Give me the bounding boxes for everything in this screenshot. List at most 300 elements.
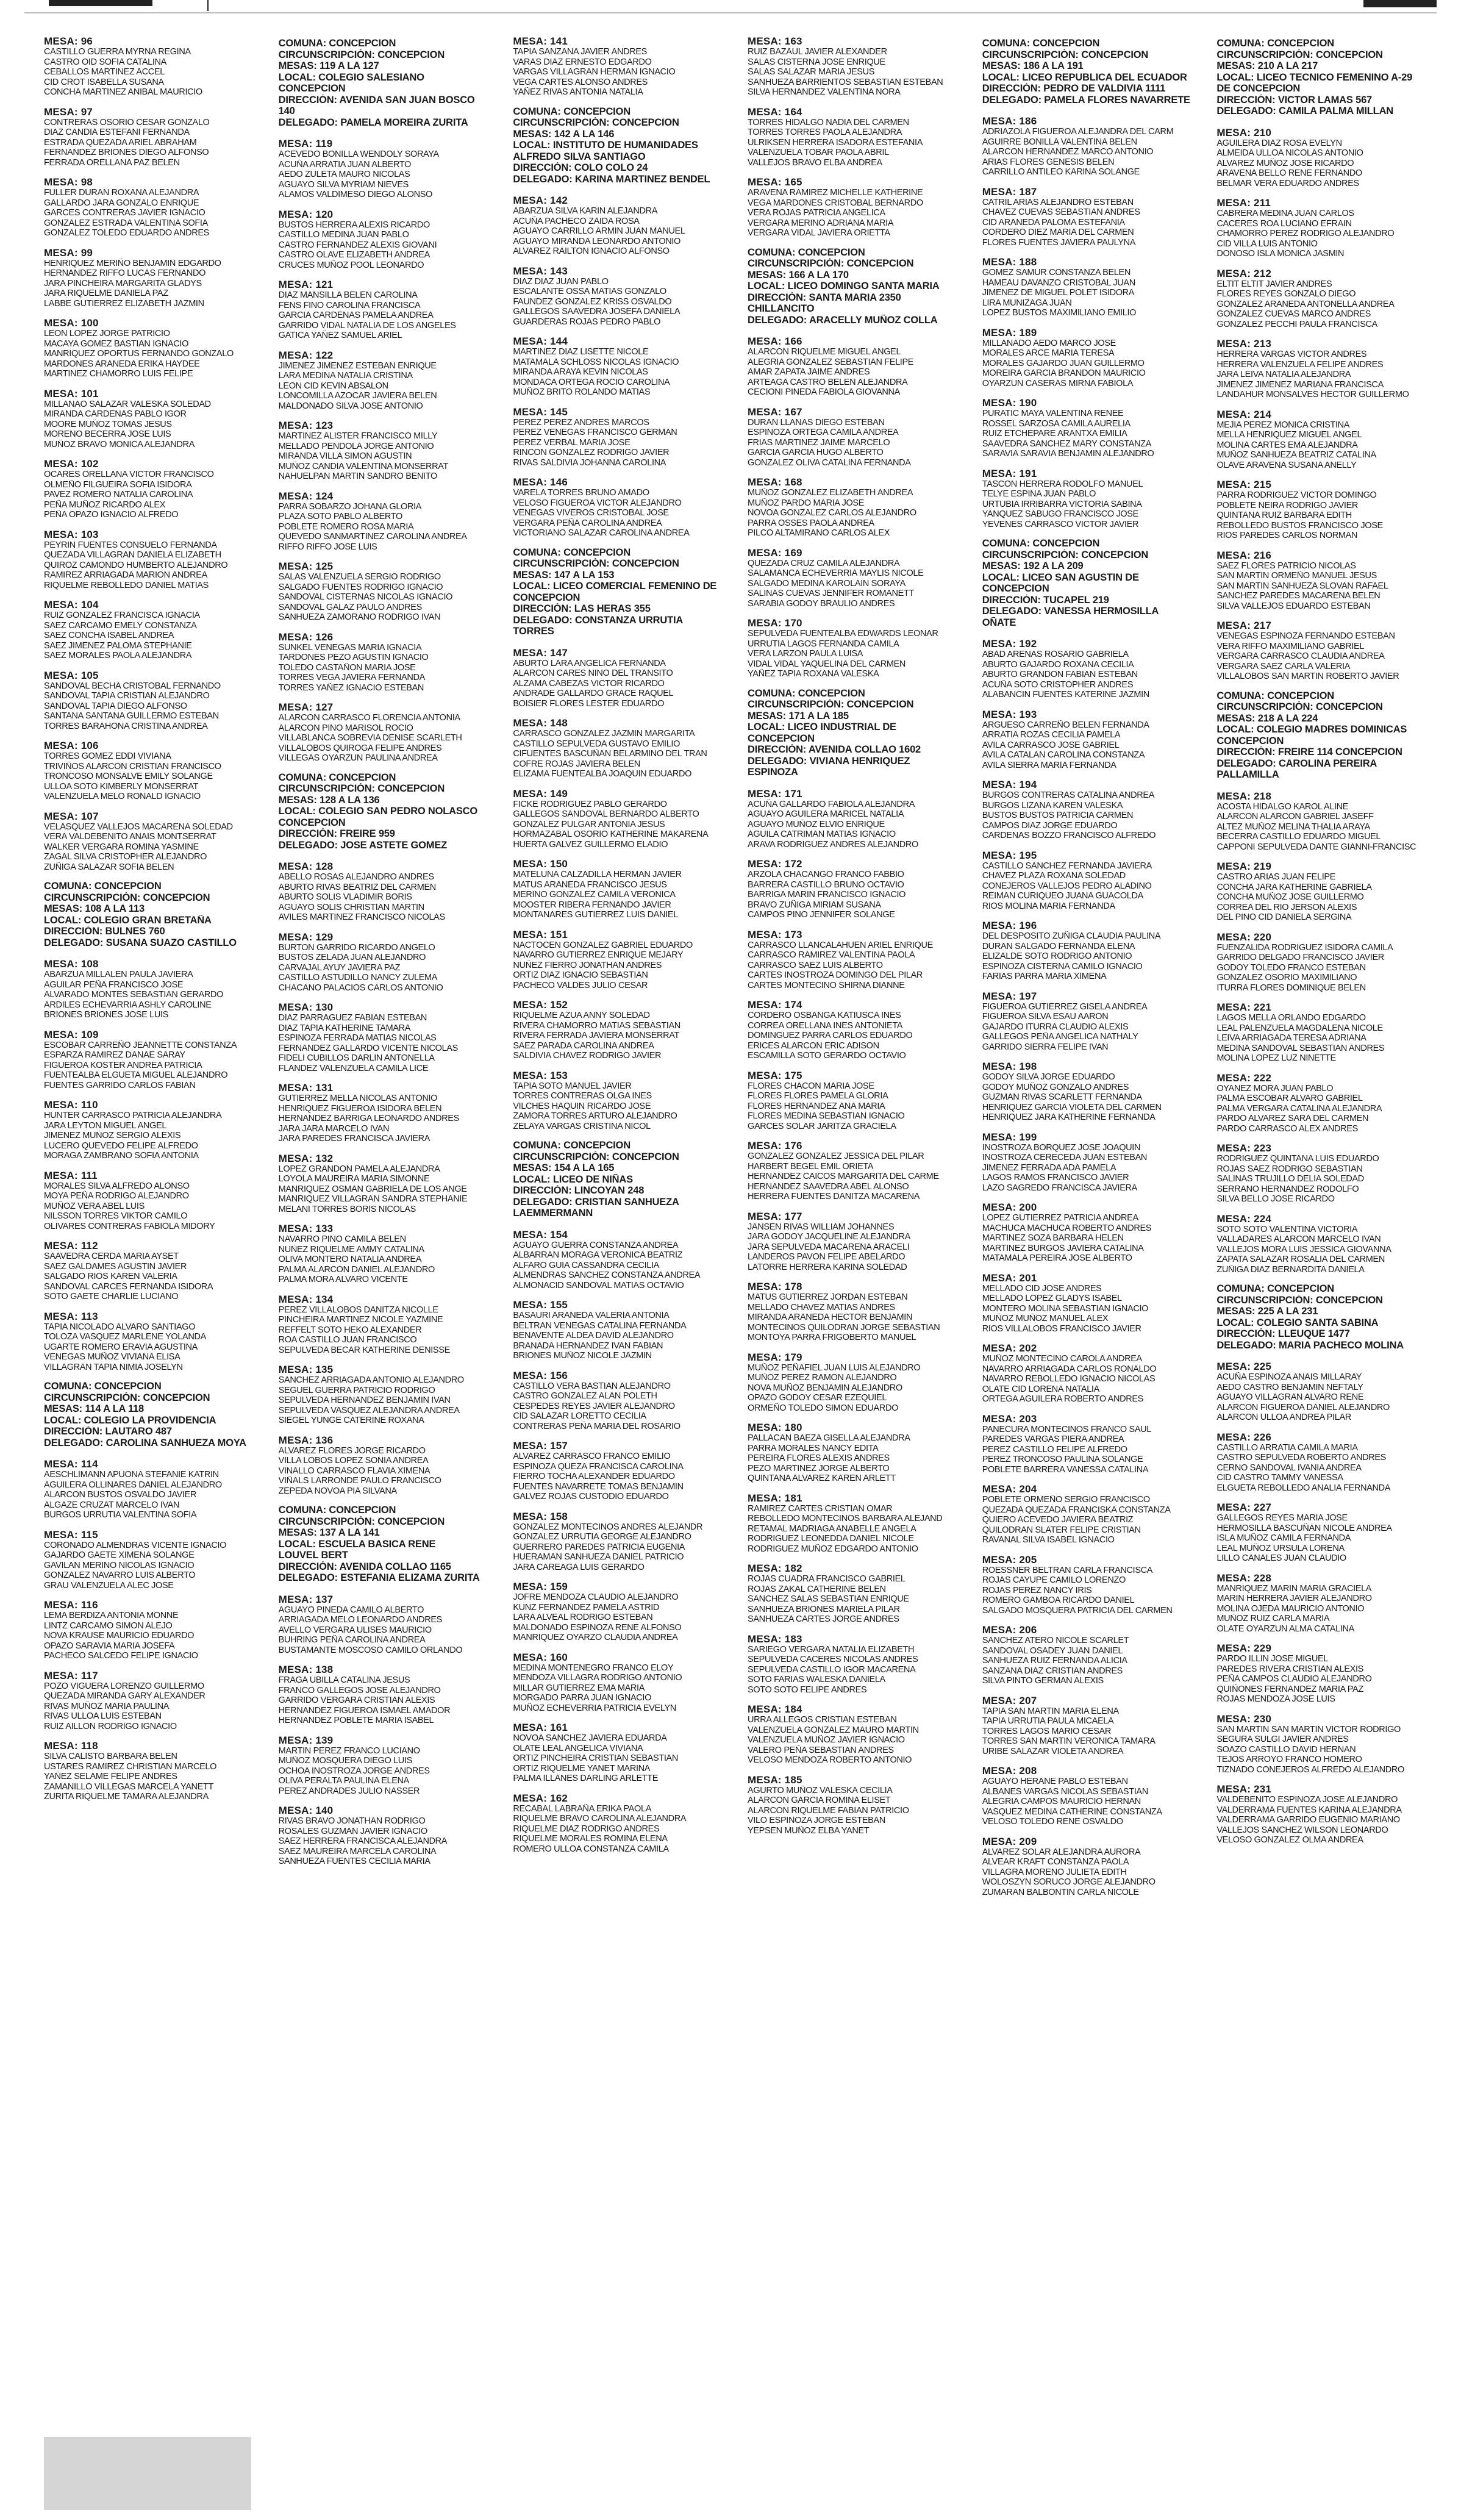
voter-name: CASTILLO GUERRA MYRNA REGINA xyxy=(44,47,191,57)
mesa-block xyxy=(513,1511,730,1573)
voter-name: RIVAS ULLOA LUIS ESTEBAN xyxy=(44,1711,162,1721)
voter-name: CAMPOS PINO JENNIFER SOLANGE xyxy=(748,910,895,920)
voter-name: PARRA MORALES NANCY EDITA xyxy=(748,1443,879,1453)
voter-name: VENEGAS MUÑOZ VIVIANA ELISA xyxy=(44,1352,180,1362)
mesa-title: MESA: 174 xyxy=(748,999,802,1011)
voter-name: TORRES YAÑEZ IGNACIO ESTEBAN xyxy=(278,682,424,693)
voter-name: NACTOCEN GONZALEZ GABRIEL EDUARDO xyxy=(513,940,693,950)
polling-location-header xyxy=(44,1381,262,1448)
mesa-block xyxy=(1216,338,1434,400)
voter-name: ORTIZ PINCHEIRA CRISTIAN SEBASTIAN xyxy=(513,1753,678,1763)
voter-name: SARABIA GODOY BRAULIO ANDRES xyxy=(748,598,895,609)
voter-name: RODRIGUEZ MUÑOZ EDGARDO ANTONIO xyxy=(748,1544,918,1554)
voter-name: ARZOLA CHACANGO FRANCO FABBIO xyxy=(748,870,904,879)
mesa-title: MESA: 217 xyxy=(1216,620,1272,631)
mesa-title: MESA: 214 xyxy=(1216,408,1272,420)
voter-name: HERNANDEZ POBLETE MARIA ISABEL xyxy=(278,1716,434,1725)
voter-name: SOTO SOTO FELIPE ANDRES xyxy=(748,1684,867,1695)
voter-name: JARA GODOY JACQUELINE ALEJANDRA xyxy=(748,1232,910,1242)
voter-name: SANDOVAL CISTERNAS NICOLAS IGNACIO xyxy=(278,592,453,602)
voter-name: CASTRO ARIAS JUAN FELIPE xyxy=(1216,872,1336,882)
voter-name: HORMAZABAL OSORIO KATHERINE MAKARENA xyxy=(513,829,709,839)
location-detail-line: ALFREDO SILVA SANTIAGO xyxy=(513,151,646,162)
location-detail-line: DELEGADO: ARACELLY MUÑOZ COLLA xyxy=(748,314,938,326)
mesa-block xyxy=(748,1422,965,1484)
voter-name: HERNANDEZ CAICOS MARGARITA DEL CARME xyxy=(748,1172,939,1181)
voter-name: HENRIQUEZ MERIÑO BENJAMIN EDGARDO xyxy=(44,258,221,268)
voter-name: GONZALEZ PECCHI PAULA FRANCISCA xyxy=(1216,319,1377,329)
voter-name: JANSEN RIVAS WILLIAM JOHANNES xyxy=(748,1222,895,1232)
voter-name: VALENZUELA TOBAR PAOLA ABRIL xyxy=(748,148,889,157)
voter-name: FIGUEROA KOSTER ANDREA PATRICIA xyxy=(44,1060,202,1070)
location-detail-line: DIRECCIÓN: COLO COLO 24 xyxy=(513,162,648,173)
voter-name: ABAD ARENAS ROSARIO GABRIELA xyxy=(982,650,1129,659)
polling-location-header xyxy=(279,772,496,851)
mesa-title: MESA: 147 xyxy=(513,646,568,659)
mesa-block xyxy=(279,560,496,623)
mesa-title: MESA: 151 xyxy=(513,928,568,940)
location-detail-line: LOCAL: LICEO COMERCIAL FEMENINO DE xyxy=(513,581,717,592)
voter-name: MUÑOZ MOSQUERA DIEGO LUIS xyxy=(278,1756,412,1766)
voter-name: HERRERA VARGAS VICTOR ANDRES xyxy=(1216,349,1367,359)
location-detail-line: DELEGADO: JOSE ASTETE GOMEZ xyxy=(278,839,448,851)
voter-name: JOFRE MENDOZA CLAUDIO ALEJANDRO xyxy=(513,1592,679,1602)
mesa-title: MESA: 196 xyxy=(982,920,1037,931)
voter-list-columns xyxy=(44,35,1434,2511)
voter-name: VALLADARES ALARCON MARCELO IVAN xyxy=(1216,1234,1381,1244)
voter-name: ARTEAGA CASTRO BELEN ALEJANDRA xyxy=(748,377,908,387)
mesa-title: MESA: 201 xyxy=(982,1272,1037,1284)
voter-name: ROSSEL SARZOSA CAMILA AURELIA xyxy=(982,418,1131,429)
mesa-block xyxy=(982,1836,1200,1898)
mesa-block xyxy=(1216,1431,1434,1494)
voter-name: INOSTROZA BORQUEZ JOSE JOAQUIN xyxy=(982,1142,1141,1153)
mesa-block xyxy=(982,1554,1200,1616)
polling-location-header xyxy=(1216,38,1434,117)
voter-name: NAVARRO GUTIERREZ ENRIQUE MEJARY xyxy=(513,950,684,960)
voter-name: ABARZUA SILVA KARIN ALEJANDRA xyxy=(513,206,658,216)
voter-name: ELTIT ELTIT JAVIER ANDRES xyxy=(1216,279,1332,289)
voter-name: BRIONES BRIONES JOSE LUIS xyxy=(44,1010,168,1020)
location-detail-line: LOCAL: COLEGIO SALESIANO xyxy=(278,71,424,83)
voter-name: GAJARDO GAETE XIMENA SOLANGE xyxy=(44,1550,195,1560)
voter-name: PALMA ILLANES DARLING ARLETTE xyxy=(513,1774,659,1783)
voter-name: CECIONI PINEDA FABIOLA GIOVANNA xyxy=(748,387,900,397)
mesa-block xyxy=(982,186,1200,248)
voter-name: BUHRING PEÑA CAROLINA ANDREA xyxy=(278,1635,426,1645)
mesa-title: MESA: 98 xyxy=(44,176,93,188)
voter-name: ARAVENA BELLO RENE FERNANDO xyxy=(1216,168,1362,178)
voter-name: PEREZ PEREZ ANDRES MARCOS xyxy=(513,417,649,428)
location-detail-line: DIRECCIÓN: BULNES 760 xyxy=(44,926,165,937)
voter-name: QUINTANA RUIZ BARBARA EDITH xyxy=(1216,510,1352,520)
voter-name: FUENZALIDA RODRIGUEZ ISIDORA CAMILA xyxy=(1216,942,1393,953)
voter-name: MARTINEZ DIAZ LISETTE NICOLE xyxy=(513,347,649,357)
voter-name: SALGADO FUENTES RODRIGO IGNACIO xyxy=(278,582,443,592)
voter-name: BUSTOS ZELADA JUAN ALEJANDRO xyxy=(278,953,426,962)
voter-name: VELOSO MENDOZA ROBERTO ANTONIO xyxy=(748,1755,912,1765)
mesa-title: MESA: 208 xyxy=(982,1765,1037,1777)
mesa-block xyxy=(1216,268,1434,330)
voter-name: ABURTO GRANDON FABIAN ESTEBAN xyxy=(982,670,1138,679)
voter-name: VARAS DIAZ ERNESTO EDGARDO xyxy=(513,57,652,67)
mesa-title: MESA: 138 xyxy=(278,1664,334,1675)
mesa-title: MESA: 186 xyxy=(982,115,1037,127)
mesa-block xyxy=(1216,1502,1434,1564)
mesa-block xyxy=(44,529,262,591)
voter-name: ALARCON PINO MARISOL ROCIO xyxy=(278,723,413,733)
mesa-block xyxy=(748,406,965,468)
location-detail-line: DELEGADO: CAROLINA PEREIRA xyxy=(1216,757,1377,769)
mesa-block xyxy=(513,35,730,98)
mesa-block xyxy=(513,1792,730,1855)
mesa-title: MESA: 182 xyxy=(748,1562,802,1574)
mesa-title: MESA: 221 xyxy=(1216,1001,1272,1013)
voter-name: ORTIZ RIQUELME YANET MARINA xyxy=(513,1763,651,1774)
voter-name: SALINAS TRUJILLO DELIA SOLEDAD xyxy=(1216,1174,1364,1184)
mesa-block xyxy=(44,740,262,802)
voter-name: QUIÑONES FERNANDEZ MARIA PAZ xyxy=(1216,1684,1363,1694)
voter-name: VILLALOBOS SAN MARTIN ROBERTO JAVIER xyxy=(1216,671,1399,681)
voter-name: CHAMORRO PEREZ RODRIGO ALEJANDRO xyxy=(1216,229,1395,238)
column-1 xyxy=(44,35,262,2511)
mesa-block xyxy=(44,1170,262,1232)
mesa-title: MESA: 173 xyxy=(748,928,802,940)
voter-name: SALDIVIA CHAVEZ RODRIGO JAVIER xyxy=(513,1051,662,1061)
mesa-block xyxy=(982,1413,1200,1475)
mesa-title: MESA: 218 xyxy=(1216,790,1272,802)
voter-name: ALZAMA CABEZAS VICTOR RICARDO xyxy=(513,678,665,689)
voter-name: GARCIA CARDENAS PAMELA ANDREA xyxy=(278,310,434,320)
voter-name: PACHECO VALDES JULIO CESAR xyxy=(513,980,648,990)
voter-name: MUÑOZ MUÑOZ MANUEL ALEX xyxy=(982,1314,1109,1323)
voter-name: CERNO SANDOVAL IVANIA ANDREA xyxy=(1216,1462,1362,1473)
voter-name: SAAVEDRA SANCHEZ MARY CONSTANZA xyxy=(982,438,1152,449)
location-detail-line: COMUNA: CONCEPCION xyxy=(278,1505,396,1516)
voter-name: AGUAYO SOLIS CHRISTIAN MARTIN xyxy=(278,902,424,912)
mesa-block xyxy=(513,1370,730,1432)
voter-name: TORRES CONTRERAS OLGA INES xyxy=(513,1091,652,1101)
mesa-title: MESA: 187 xyxy=(982,185,1037,198)
voter-name: CARDENAS BOZZO FRANCISCO ALFREDO xyxy=(982,831,1156,840)
voter-name: LEMA BERDIZA ANTONIA MONNE xyxy=(44,1611,179,1620)
mesa-block xyxy=(279,1364,496,1426)
voter-name: VELOSO FIGUEROA VICTOR ALEJANDRO xyxy=(513,498,682,508)
mesa-title: MESA: 133 xyxy=(278,1223,334,1234)
voter-name: FIDELI CUBILLOS DARLIN ANTONELLA xyxy=(278,1053,435,1063)
voter-name: GODOY TOLEDO FRANCO ESTEBAN xyxy=(1216,962,1366,973)
voter-name: SEPULVEDA FUENTEALBA EDWARDS LEONAR xyxy=(748,629,938,639)
location-detail-line: CIRCUNSCRIPCIÓN: CONCEPCION xyxy=(513,1151,679,1162)
mesa-block xyxy=(513,265,730,328)
mesa-block xyxy=(44,317,262,379)
mesa-block xyxy=(279,1734,496,1797)
voter-name: RAVANAL SILVA ISABEL IGNACIO xyxy=(982,1535,1115,1545)
voter-name: VEGA CARTES ALONSO ANDRES xyxy=(513,77,648,87)
voter-name: MARTINEZ CHAMORRO LUIS FELIPE xyxy=(44,369,193,379)
mesa-title: MESA: 149 xyxy=(513,787,568,800)
location-detail-line: COMUNA: CONCEPCION xyxy=(513,106,630,117)
voter-name: BELMAR VERA EDUARDO ANDRES xyxy=(1216,178,1359,188)
voter-name: RUIZ AILLON RODRIGO IGNACIO xyxy=(44,1721,177,1731)
location-detail-line: COMUNA: CONCEPCION xyxy=(278,771,396,783)
voter-name: CHAVEZ CUEVAS SEBASTIAN ANDRES xyxy=(982,207,1140,217)
voter-name: MORENO BECERRA JOSE LUIS xyxy=(44,429,171,439)
polling-location-header xyxy=(44,881,262,948)
voter-name: URTUBIA IRRIBARRA VICTORIA SABINA xyxy=(982,499,1142,509)
voter-name: PARRA SOBARZO JOHANA GLORIA xyxy=(278,501,422,512)
mesa-block xyxy=(279,1434,496,1497)
voter-name: SAAVEDRA CERDA MARIA AYSET xyxy=(44,1251,179,1261)
voter-name: ESCALANTE OSSA MATIAS GONZALO xyxy=(513,287,666,296)
mesa-title: MESA: 152 xyxy=(513,999,568,1011)
voter-name: AGUAYO HERANE PABLO ESTEBAN xyxy=(982,1777,1128,1786)
mesa-block xyxy=(279,1664,496,1726)
voter-name: NOVA KRAUSE MAURICIO EDUARDO xyxy=(44,1631,195,1641)
mesa-title: MESA: 166 xyxy=(748,335,802,347)
voter-name: FARIAS PARRA MARIA XIMENA xyxy=(982,972,1107,981)
voter-name: ACUÑA PACHECO ZAIDA ROSA xyxy=(513,216,640,226)
mesa-block xyxy=(44,958,262,1020)
mesa-block xyxy=(513,999,730,1061)
mesa-title: MESA: 224 xyxy=(1216,1212,1272,1225)
voter-name: GALLEGOS REYES MARIA JOSE xyxy=(1216,1513,1348,1523)
location-detail-line: CONCEPCION xyxy=(278,83,346,94)
voter-name: AGUAYO SILVA MYRIAM NIEVES xyxy=(278,179,409,190)
location-detail-line: CIRCUNSCRIPCIÓN: CONCEPCION xyxy=(44,1392,210,1403)
mesa-block xyxy=(279,420,496,482)
voter-name: MONDACA ORTEGA ROCIO CAROLINA xyxy=(513,377,670,387)
voter-name: ZURITA RIQUELME TAMARA ALEJANDRA xyxy=(44,1792,209,1802)
voter-name: PANECURA MONTECINOS FRANCO SAUL xyxy=(982,1424,1151,1434)
mesa-title: MESA: 216 xyxy=(1216,549,1272,561)
voter-name: MALDONADO SILVA JOSE ANTONIO xyxy=(278,401,423,411)
voter-name: SALAS SALAZAR MARIA JESUS xyxy=(748,67,875,77)
voter-name: ZELAYA VARGAS CRISTINA NICOL xyxy=(513,1121,651,1131)
location-detail-line: COMUNA: CONCEPCION xyxy=(513,1140,630,1151)
voter-name: ULLOA SOTO KIMBERLY MONSERRAT xyxy=(44,781,199,792)
mesa-block xyxy=(44,599,262,661)
mesa-block xyxy=(44,458,262,520)
voter-name: RIQUELME DIAZ RODRIGO ANDRES xyxy=(513,1824,660,1834)
voter-name: ZAPATA SALAZAR ROSALIA DEL CARMEN xyxy=(1216,1255,1385,1264)
voter-name: MUÑOZ GONZALEZ ELIZABETH ANDREA xyxy=(748,488,913,498)
location-detail-line: CONCEPCION xyxy=(1216,735,1284,746)
voter-name: CORONADO ALMENDRAS VICENTE IGNACIO xyxy=(44,1540,227,1550)
mesa-block xyxy=(44,247,262,309)
voter-name: FUENTEALBA ELGUETA MIGUEL ALEJANDRO xyxy=(44,1070,228,1080)
location-detail-line: DIRECCIÓN: LINCOYAN 248 xyxy=(513,1185,645,1196)
voter-name: OLATE OYARZUN ALMA CATALINA xyxy=(1216,1623,1354,1634)
voter-name: CID CASTRO TAMMY VANESSA xyxy=(1216,1473,1343,1483)
voter-name: FICKE RODRIGUEZ PABLO GERARDO xyxy=(513,799,667,809)
voter-name: RUIZ BAZAUL JAVIER ALEXANDER xyxy=(748,47,887,57)
voter-name: ESCOBAR CARREÑO JEANNETTE CONSTANZA xyxy=(44,1040,237,1050)
voter-name: MARDONES ARANEDA ERIKA HAYDEE xyxy=(44,359,200,369)
mesa-title: MESA: 167 xyxy=(748,406,802,418)
voter-name: CORDERO DIEZ MARIA DEL CARMEN xyxy=(982,227,1134,237)
voter-name: SANCHEZ SALAS SEBASTIAN ENRIQUE xyxy=(748,1594,909,1604)
voter-name: PLAZA SOTO PABLO ALBERTO xyxy=(278,512,402,521)
location-detail-line: CIRCUNSCRIPCIÓN: CONCEPCION xyxy=(513,558,679,569)
mesa-block xyxy=(279,1082,496,1144)
location-detail-line: DELEGADO: CAMILA PALMA MILLAN xyxy=(1216,106,1393,116)
voter-name: PEREZ CASTILLO FELIPE ALFREDO xyxy=(982,1444,1127,1455)
mesa-title: MESA: 131 xyxy=(278,1082,334,1094)
voter-name: FRAGA UBILLA CATALINA JESUS xyxy=(278,1675,410,1685)
mesa-title: MESA: 171 xyxy=(748,787,802,800)
voter-name: GUZMAN RIVAS SCARLETT FERNANDA xyxy=(982,1092,1142,1102)
mesa-title: MESA: 197 xyxy=(982,990,1037,1002)
voter-name: VENEGAS VIVEROS CRISTOBAL JOSE xyxy=(513,508,669,518)
mesa-title: MESA: 112 xyxy=(44,1240,98,1251)
voter-name: CARRASCO SAEZ LUIS ALBERTO xyxy=(748,960,883,970)
mesa-title: MESA: 118 xyxy=(44,1740,98,1752)
voter-name: VIDAL VIDAL YAQUELINA DEL CARMEN xyxy=(748,659,906,669)
voter-name: MOYA PEÑA RODRIGO ALEJANDRO xyxy=(44,1191,189,1201)
mesa-block xyxy=(513,1581,730,1643)
voter-name: CASTILLO MEDINA JUAN PABLO xyxy=(278,230,409,240)
voter-name: MANRIQUEZ OYARZO CLAUDIA ANDREA xyxy=(513,1633,678,1642)
mesa-title: MESA: 127 xyxy=(278,701,334,713)
voter-name: MANRIQUEZ OPORTUS FERNANDO GONZALO xyxy=(44,349,234,359)
voter-name: GONZALEZ TOLEDO EDUARDO ANDRES xyxy=(44,228,209,238)
column-6 xyxy=(1216,35,1434,2511)
location-detail-line: LOCAL: LICEO DOMINGO SANTA MARIA xyxy=(748,281,940,292)
mesa-block xyxy=(748,1703,965,1766)
mesa-title: MESA: 130 xyxy=(278,1001,334,1013)
mesa-block xyxy=(1216,1001,1434,1064)
voter-name: JARA LEIVA NATALIA ALEJANDRA xyxy=(1216,370,1351,379)
voter-name: ALMENDRAS SANCHEZ CONSTANZA ANDREA xyxy=(513,1270,701,1280)
voter-name: BURTON GARRIDO RICARDO ANGELO xyxy=(278,942,435,953)
location-detail-line: DIRECCIÓN: FREIRE 959 xyxy=(278,828,395,839)
voter-name: DONOSO ISLA MONICA JASMIN xyxy=(1216,249,1345,259)
voter-name: OYANEZ MORA JUAN PABLO xyxy=(1216,1083,1334,1094)
voter-name: AGUAYO CARRILLO ARMIN JUAN MANUEL xyxy=(513,226,685,236)
voter-name: OCARES ORELLANA VICTOR FRANCISCO xyxy=(44,470,214,479)
mesa-block xyxy=(513,476,730,539)
voter-name: JIMENEZ MUÑOZ SERGIO ALEXIS xyxy=(44,1131,181,1140)
location-detail-line: LOCAL: INSTITUTO DE HUMANIDADES xyxy=(513,140,698,151)
voter-name: HUERAMAN SANHUEZA DANIEL PATRICIO xyxy=(513,1552,684,1562)
voter-name: TORRES SAN MARTIN VERONICA TAMARA xyxy=(982,1736,1156,1746)
voter-name: RODRIGUEZ LEONEDDA DANIEL NICOLE xyxy=(748,1534,914,1544)
mesa-title: MESA: 148 xyxy=(513,717,568,729)
voter-name: MARTIN PEREZ FRANCO LUCIANO xyxy=(278,1745,420,1756)
voter-name: TASCON HERRERA RODOLFO MANUEL xyxy=(982,479,1143,489)
voter-name: MARTINEZ ALISTER FRANCISCO MILLY xyxy=(278,431,438,441)
voter-name: USTARES RAMIREZ CHRISTIAN MARCELO xyxy=(44,1761,217,1772)
voter-name: RIVERA CHAMORRO MATIAS SEBASTIAN xyxy=(513,1020,680,1031)
voter-name: FLORES CHACON MARIA JOSE xyxy=(748,1081,874,1091)
voter-name: CESPEDES REYES JAVIER ALEJANDRO xyxy=(513,1401,675,1411)
voter-name: FENS FINO CAROLINA FRANCISCA xyxy=(278,300,421,310)
mesa-title: MESA: 191 xyxy=(982,467,1037,479)
location-detail-line: MESAS: 166 A LA 170 xyxy=(748,269,849,281)
voter-name: DIAZ DIAZ JUAN PABLO xyxy=(513,276,609,287)
mesa-title: MESA: 177 xyxy=(748,1210,802,1222)
mesa-block xyxy=(982,1131,1200,1194)
voter-name: MOLINA LOPEZ LUZ NINETTE xyxy=(1216,1053,1336,1063)
voter-name: MIRANDA VILLA SIMON AGUSTIN xyxy=(278,451,412,461)
voter-name: MIRANDA CARDENAS PABLO IGOR xyxy=(44,409,187,419)
voter-name: YEVENES CARRASCO VICTOR JAVIER xyxy=(982,519,1139,529)
location-detail-line: LOUVEL BERT xyxy=(278,1550,348,1561)
voter-name: AGUAYO MUÑOZ ELVIO ENRIQUE xyxy=(748,819,885,829)
polling-location-header xyxy=(748,247,965,326)
voter-name: LAZO SAGREDO FRANCISCA JAVIERA xyxy=(982,1183,1138,1193)
mesa-block xyxy=(982,1201,1200,1264)
voter-name: CONTRERAS OSORIO CESAR GONZALO xyxy=(44,117,210,127)
mesa-title: MESA: 195 xyxy=(982,849,1037,861)
voter-name: HARBERT BEGEL EMIL ORIETA xyxy=(748,1161,874,1172)
voter-name: MATAMALA SCHLOSS NICOLAS IGNACIO xyxy=(513,357,679,367)
voter-name: VARELA TORRES BRUNO AMADO xyxy=(513,488,649,498)
location-detail-line: COMUNA: CONCEPCION xyxy=(513,546,630,558)
voter-name: VILCHES HAQUIN RICARDO JOSE xyxy=(513,1101,651,1111)
header-divider xyxy=(207,0,209,11)
voter-name: AGUILAR PEÑA FRANCISCO JOSE xyxy=(44,979,184,990)
voter-name: SILVA CALISTO BARBARA BELEN xyxy=(44,1752,177,1761)
voter-name: CAMPOS DIAZ JORGE EDUARDO xyxy=(982,820,1118,831)
voter-name: QUEVEDO SANMARTINEZ CAROLINA ANDREA xyxy=(278,532,467,542)
voter-name: BARRERA CASTILLO BRUNO OCTAVIO xyxy=(748,879,904,890)
voter-name: VALENZUELA GONZALEZ MAURO MARTIN xyxy=(748,1725,919,1735)
location-detail-line: MESAS: 154 A LA 165 xyxy=(513,1162,615,1173)
location-detail-line: CIRCUNSCRIPCIÓN: CONCEPCION xyxy=(1216,701,1383,712)
voter-name: TAPIA SOTO MANUEL JAVIER xyxy=(513,1081,632,1091)
voter-name: CARTES INOSTROZA DOMINGO DEL PILAR xyxy=(748,970,923,980)
mesa-block xyxy=(1216,1142,1434,1205)
voter-name: SANTANA SANTANA GUILLERMO ESTEBAN xyxy=(44,711,219,721)
mesa-block xyxy=(1216,931,1434,993)
voter-name: MERINO GONZALEZ CAMILA VERONICA xyxy=(513,890,676,900)
mesa-block xyxy=(513,335,730,398)
voter-name: SARAVIA SARAVIA BENJAMIN ALEJANDRO xyxy=(982,449,1154,459)
mesa-block xyxy=(982,1695,1200,1757)
voter-name: ROJAS CUADRA FRANCISCO GABRIEL xyxy=(748,1574,906,1584)
voter-name: REFFELT SOTO HEKO ALEXANDER xyxy=(278,1325,422,1335)
mesa-title: MESA: 114 xyxy=(44,1458,98,1470)
polling-location-header xyxy=(279,1505,496,1584)
voter-name: JIMENEZ DE MIGUEL POLET ISIDORA xyxy=(982,288,1135,298)
voter-name: HUERTA GALVEZ GUILLERMO ELADIO xyxy=(513,839,668,850)
mesa-title: MESA: 103 xyxy=(44,528,99,540)
voter-name: VERGARA PEÑA CAROLINA ANDREA xyxy=(513,518,662,528)
location-detail-line: LOCAL: LICEO SAN AGUSTIN DE xyxy=(982,571,1139,583)
voter-name: ZUÑIGA SALAZAR SOFIA BELEN xyxy=(44,862,174,872)
voter-name: JARA PINCHEIRA MARGARITA GLADYS xyxy=(44,278,202,288)
voter-name: PEREIRA FLORES ALEXIS ANDRES xyxy=(748,1453,890,1463)
mesa-title: MESA: 223 xyxy=(1216,1142,1272,1154)
mesa-title: MESA: 198 xyxy=(982,1061,1037,1072)
location-detail-line: TORRES xyxy=(513,626,554,637)
voter-name: RIQUELME BRAVO CAROLINA ALEJANDRA xyxy=(513,1814,687,1824)
voter-name: JIMENEZ JIMENEZ ESTEBAN ENRIQUE xyxy=(278,360,437,371)
voter-name: TORRES TORRES PAOLA ALEJANDRA xyxy=(748,127,902,137)
mesa-title: MESA: 143 xyxy=(513,265,568,277)
voter-name: SANDOVAL OSADEY JUAN DANIEL xyxy=(982,1645,1123,1656)
mesa-block xyxy=(982,1624,1200,1686)
voter-name: GALLEGOS PEÑA ANGELICA NATHALY xyxy=(982,1032,1138,1042)
voter-name: DEL DESPOSITO ZUÑIGA CLAUDIA PAULINA xyxy=(982,931,1161,941)
voter-name: SILVA PINTO GERMAN ALEXIS xyxy=(982,1676,1104,1686)
polling-location-header xyxy=(513,547,730,637)
voter-name: CIFUENTES BASCUÑAN BELARMINO DEL TRAN xyxy=(513,749,707,759)
voter-name: BASAURI ARANEDA VALERIA ANTONIA xyxy=(513,1311,670,1320)
voter-name: PEREZ TRONCOSO PAULINA SOLANGE xyxy=(982,1455,1143,1464)
